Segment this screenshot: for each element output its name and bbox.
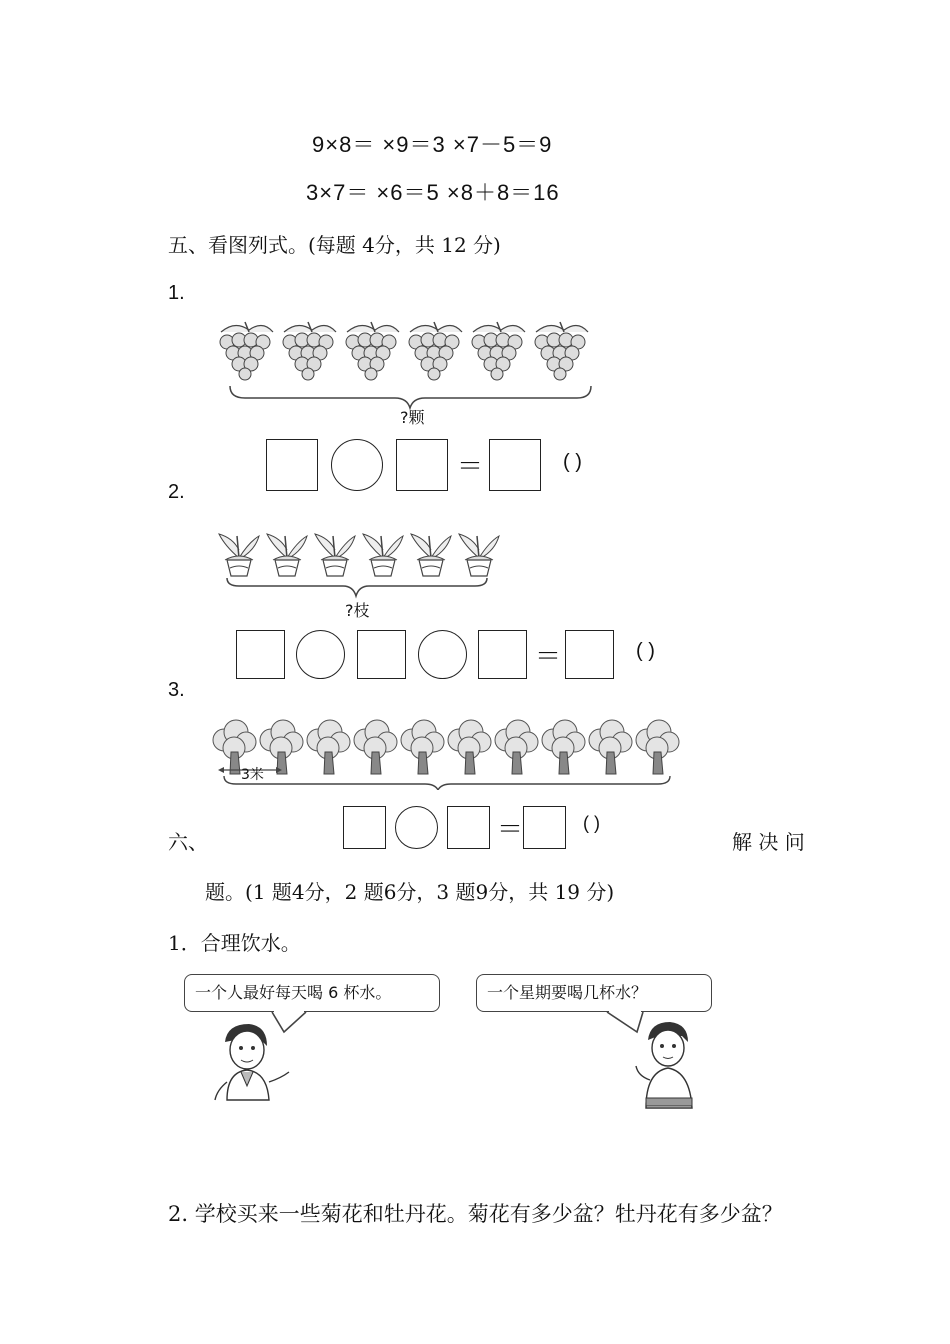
q1-answer-box-2[interactable]: [396, 439, 448, 491]
trees-illustration: [210, 718, 680, 790]
q3-result-box[interactable]: [523, 806, 566, 849]
q1-equals: ＝: [457, 451, 484, 481]
q3-equals: ＝: [497, 814, 524, 844]
q3-answer-box-1[interactable]: [343, 806, 386, 849]
q1-unit-paren[interactable]: ( ): [563, 451, 582, 473]
q1-number: 1.: [168, 282, 185, 304]
brace: [227, 578, 487, 596]
flowerpot-icon: [219, 534, 259, 576]
section-6-title-tail: 解 决 问: [732, 830, 805, 854]
q1-operator-circle[interactable]: [331, 439, 383, 491]
q2-operator-circle-1[interactable]: [296, 630, 345, 679]
q1-result-box[interactable]: [489, 439, 541, 491]
q3-operator-circle[interactable]: [395, 806, 438, 849]
q3-unit-paren[interactable]: ( ): [583, 813, 600, 833]
brace: [224, 776, 670, 790]
q2-unit-paren[interactable]: ( ): [636, 640, 655, 662]
q2-result-box[interactable]: [565, 630, 614, 679]
q3-distance-label: 3米: [241, 767, 264, 783]
q2-number: 2.: [168, 481, 185, 503]
grape-icon: [220, 322, 273, 380]
s6-q1-title: 1．合理饮水。: [168, 931, 301, 955]
boy-right-illustration: [632, 1020, 704, 1110]
calc-line-2: 3×7＝ ×6＝5 ×8＋8＝16: [306, 180, 560, 205]
q2-answer-box-2[interactable]: [357, 630, 406, 679]
q3-answer-box-2[interactable]: [447, 806, 490, 849]
q1-answer-box-1[interactable]: [266, 439, 318, 491]
speech-bubble-right: 一个星期要喝几杯水？: [476, 974, 712, 1012]
s6-q2-title: 2. 学校买来一些菊花和牡丹花。菊花有多少盆？牡丹花有多少盆？: [168, 1202, 783, 1226]
speech-bubble-left: 一个人最好每天喝 6 杯水。: [184, 974, 440, 1012]
q3-number: 3.: [168, 679, 185, 701]
q1-brace-label: ?颗: [400, 408, 425, 427]
section-6-title-line2: 题。(1 题4分，2 题6分，3 题9分，共 19 分): [205, 880, 615, 904]
section-6-prefix: 六、: [168, 830, 208, 854]
q2-answer-box-1[interactable]: [236, 630, 285, 679]
section-5-title: 五、看图列式。(每题 4分，共 12 分): [168, 233, 501, 257]
q2-operator-circle-2[interactable]: [418, 630, 467, 679]
q2-brace-label: ?枝: [345, 601, 370, 620]
boy-left-illustration: [205, 1020, 295, 1102]
calc-line-1: 9×8＝ ×9＝3 ×7－5＝9: [312, 132, 553, 157]
q2-equals: ＝: [535, 641, 562, 671]
q2-answer-box-3[interactable]: [478, 630, 527, 679]
